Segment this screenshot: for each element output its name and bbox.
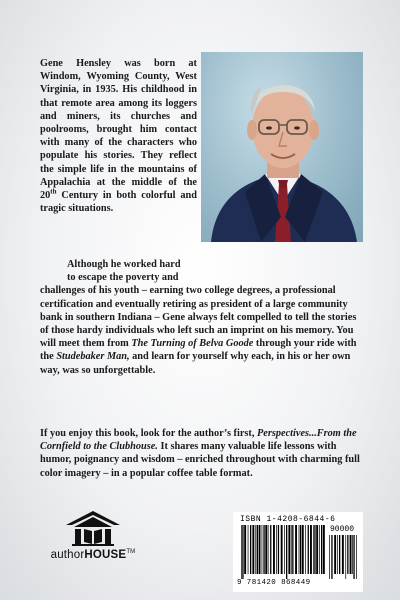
barcode-bar: [276, 525, 277, 574]
barcode-bar: [331, 535, 332, 579]
barcode-bar: [339, 535, 340, 574]
barcode-bar: [252, 525, 254, 574]
barcode-bar: [268, 525, 269, 574]
barcode-panel: [233, 512, 363, 592]
author-bio-career: [40, 258, 362, 377]
house-book-icon: [62, 509, 124, 547]
barcode-bar: [273, 525, 275, 574]
barcode-bar: [352, 535, 353, 574]
barcode-bar: [299, 525, 300, 574]
author-photo: [201, 52, 363, 242]
barcode-bar: [248, 525, 249, 574]
barcode-bar: [262, 525, 263, 574]
ordinal-suffix: th: [50, 187, 57, 196]
barcode-bar: [356, 535, 357, 579]
barcode-bar: [263, 525, 264, 574]
author-bio-intro: [40, 57, 197, 215]
trademark-mark: TM: [126, 549, 136, 556]
barcode-bar: [284, 525, 285, 574]
barcode-bar: [292, 525, 293, 574]
barcode-bar: [353, 535, 354, 579]
bio-career-line-2: to escape the poverty and: [67, 272, 179, 284]
barcode-bar: [265, 525, 267, 574]
barcode-bar: [244, 525, 246, 574]
barcode-bar: [270, 525, 271, 574]
promo-text-2: It shares many valuable life lessons with humor, poignancy and wisdom – enriched throughout with charming full color imagery – in a popular coffee table format.: [40, 441, 360, 479]
publisher-name: [48, 549, 138, 561]
barcode-bar: [329, 535, 330, 579]
barcode-bar: [347, 535, 348, 574]
bio-intro-text: Gene Hensley was born at Windom, Wyoming County, West Virginia, in 1935. His childhood in that remote area among its loggers and miners, its churches and poolrooms, brought him contact with many of the characters who populate his stories. They reflect the simple life in the mountains of Appalachia at the middle of the 20: [40, 58, 197, 202]
publisher-name-part1: author: [50, 549, 85, 561]
barcode-bar: [305, 525, 306, 574]
bio-career-line-1: Although he worked hard: [67, 259, 181, 270]
barcode-bar: [350, 535, 352, 574]
barcode-bar: [281, 525, 283, 574]
barcode-bar: [345, 535, 346, 579]
barcode-bar: [241, 525, 242, 579]
bio-career-text: two college degrees, a professional certification and eventually retiring as president of a large community bank in southern Indiana – Gene always felt compelled to tell the stories of those hardy individuals who left such an imprint on his memory. You will meet them from: [40, 285, 357, 350]
barcode-bar: [291, 525, 292, 574]
barcode-bar: [250, 525, 251, 574]
barcode-bar: [321, 525, 322, 574]
barcode-bar: [314, 525, 315, 574]
barcode-bar: [278, 525, 279, 574]
barcode-bar: [334, 535, 336, 574]
barcode-bar: [308, 525, 309, 574]
ean-barcode: [241, 525, 325, 579]
price-code: 90000: [330, 525, 355, 534]
barcode-bar: [286, 525, 287, 579]
barcode-bar: [242, 525, 243, 579]
barcode-bar: [259, 525, 261, 574]
barcode-bar: [300, 525, 301, 574]
price-barcode: [329, 535, 357, 579]
barcode-bar: [288, 525, 290, 574]
promo-text: If you enjoy this book, look for the author’s first,: [40, 428, 258, 439]
barcode-bar: [310, 525, 312, 574]
barcode-bar: [323, 525, 325, 574]
book-title-perspectives: Perspectives...From the Cornfield to the Clubhouse.: [40, 428, 357, 453]
barcode-bar: [255, 525, 256, 574]
isbn-label: ISBN 1-4208-6844-6: [240, 515, 336, 524]
barcode-bar: [316, 525, 318, 574]
bio-career-line-3: challenges of his youth – earning: [40, 285, 184, 297]
barcode-bar: [319, 525, 320, 574]
book-title-studebaker-man: Studebaker Man,: [56, 351, 130, 363]
book-title-belva-goode: The Turning of Belva Goode: [131, 338, 254, 350]
barcode-bar: [313, 525, 314, 574]
barcode-bar: [302, 525, 304, 574]
bio-intro-text-end: Century in both colorful and tragic situations.: [40, 190, 197, 215]
publisher-logo: [48, 509, 138, 571]
barcode-bar: [337, 535, 338, 574]
ean-digits: 9 781420 868449: [237, 579, 311, 587]
publisher-name-part2: HOUSE: [84, 549, 127, 561]
barcode-bar: [257, 525, 258, 574]
barcode-bar: [295, 525, 297, 574]
bio-career-text-2: through your ride with the: [40, 338, 357, 363]
promo-paragraph: [40, 427, 365, 480]
barcode-bar: [342, 535, 344, 574]
bio-career-text-3: and learn for yourself why each, in his or her own way, was so unforgettable.: [40, 351, 351, 376]
